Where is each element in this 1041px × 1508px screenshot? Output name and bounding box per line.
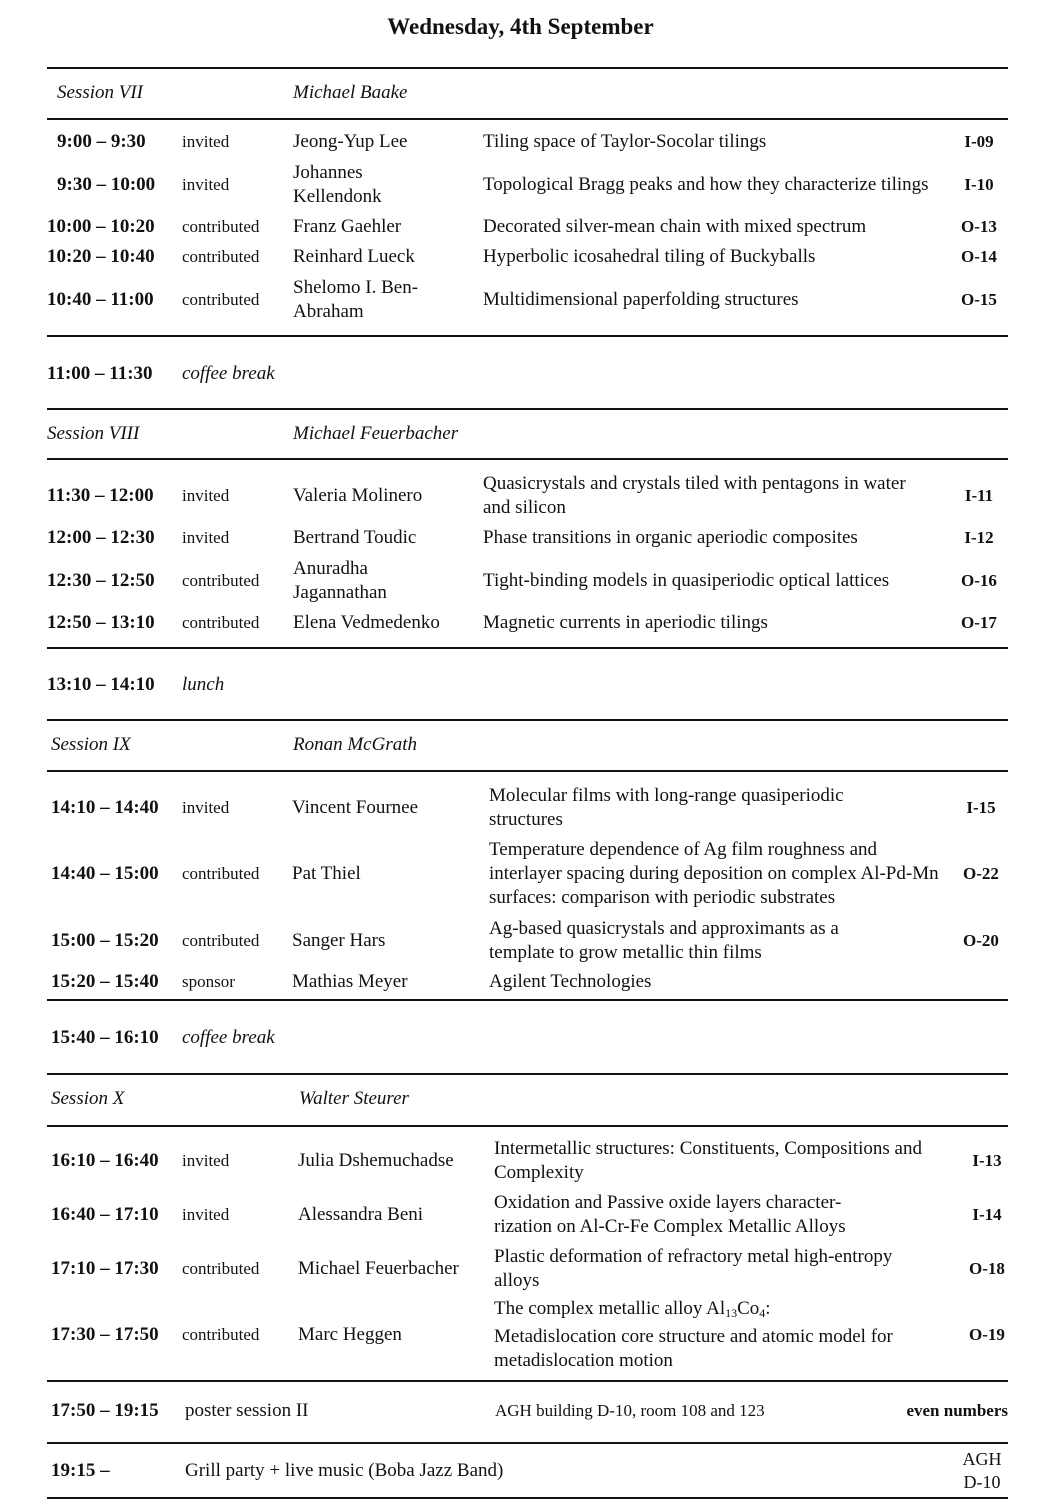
subscript: 4 [759,1306,766,1320]
talk-time: 17:30 – 17:50 [51,1324,159,1345]
talk-title: Agilent Technologies [489,971,652,992]
talk-row [47,783,1008,833]
talk-type: invited [182,1205,230,1224]
talk-code: I-15 [966,798,996,817]
talk-code: O-18 [969,1259,1005,1278]
talk-code: O-20 [963,931,999,950]
break-time: 13:10 – 14:10 [47,674,155,695]
talk-title: Quasicrystals and crystals tiled with pentagons in water and silicon [483,473,906,518]
talk-speaker: Anuradha Jagannathan [293,558,387,603]
talk-row [47,214,1008,240]
talk-code: I-09 [964,132,994,151]
talk-row [47,1190,1008,1240]
talk-time: 16:40 – 17:10 [51,1204,159,1225]
divider [47,1442,1008,1444]
divider [47,999,1008,1001]
talk-speaker: Julia Dshemuchadse [298,1150,454,1171]
talk-time: 9:00 – 9:30 [57,131,146,152]
divider [47,1497,1008,1499]
talk-title: Magnetic currents in aperiodic tilings [483,612,768,633]
talk-speaker: Bertrand Toudic [293,527,417,548]
talk-time: 9:30 – 10:00 [57,174,156,195]
talk-code: O-13 [961,217,997,236]
talk-speaker: Sanger Hars [292,930,386,951]
talk-speaker: Valeria Molinero [293,485,423,506]
session-name: Session VIII [47,423,140,444]
break-time: 11:00 – 11:30 [47,363,153,384]
session-header [47,70,1008,116]
divider [47,335,1008,337]
talk-time: 14:40 – 15:00 [51,863,159,884]
session-header [47,722,1008,768]
talk-row [47,244,1008,270]
poster-row [47,1394,1008,1428]
talk-type: contributed [182,864,260,883]
divider [47,770,1008,772]
talk-speaker: Shelomo I. Ben-Abraham [293,277,419,322]
talk-code: O-16 [961,571,997,590]
session-name: Session VII [57,82,144,103]
talk-row [47,471,1008,521]
grill-location [947,1446,1017,1496]
talk-title: Tiling space of Taylor-Socolar tilings [483,131,767,152]
talk-type: invited [182,528,230,547]
poster-time: 17:50 – 19:15 [51,1400,159,1421]
talk-row [47,128,1008,156]
talk-title: Topological Bragg peaks and how they characterize tilings [483,174,929,195]
talk-code: O-14 [961,247,997,266]
divider [47,118,1008,120]
break-label: coffee break [182,1027,275,1048]
talk-time: 10:40 – 11:00 [47,289,154,310]
talk-speaker: Franz Gaehler [293,216,402,237]
grill-label: Grill party + live music (Boba Jazz Band) [185,1460,504,1481]
talk-type: contributed [182,217,260,236]
session-chair: Walter Steurer [299,1088,409,1109]
talk-title-part: Metadislocation core structure and atomic model for metadislocation motion [494,1326,893,1371]
talk-type: contributed [182,290,260,309]
talk-code: I-13 [972,1151,1002,1170]
talk-row [47,1298,1008,1372]
grill-time: 19:15 – [51,1460,110,1481]
talk-title: Hyperbolic icosahedral tiling of Buckyballs [483,246,816,267]
talk-type: contributed [182,1259,260,1278]
session-header [47,1076,1008,1122]
talk-time: 10:00 – 10:20 [47,216,155,237]
talk-time: 15:00 – 15:20 [51,930,159,951]
talk-row [47,160,1008,210]
session-name: Session IX [51,734,131,755]
talk-title: Plastic deformation of refractory metal high-entropy alloys [494,1246,893,1291]
talk-title: Phase transitions in organic aperiodic composites [483,527,858,548]
talk-title: Ag-based quasicrystals and approximants as a template to grow metallic thin films [489,918,839,963]
talk-row [47,610,1008,636]
talk-code: I-11 [964,486,994,505]
talk-type: contributed [182,931,260,950]
talk-time: 14:10 – 14:40 [51,797,159,818]
talk-type: contributed [182,613,260,632]
subscript: 13 [725,1306,738,1320]
talk-speaker: Michael Feuerbacher [298,1258,459,1279]
talk-title: Temperature dependence of Ag film roughness and interlayer spacing during deposition on complex Al-Pd-Mn surfaces: comparison with periodic substrates [489,839,939,908]
talk-row [47,916,1008,966]
talk-speaker: Alessandra Beni [298,1204,424,1225]
talk-time: 12:50 – 13:10 [47,612,155,633]
poster-label: poster session II [185,1400,309,1421]
talk-title: Decorated silver-mean chain with mixed spectrum [483,216,867,237]
divider [47,1125,1008,1127]
talk-code: O-19 [969,1325,1005,1344]
talk-speaker: Mathias Meyer [292,971,408,992]
talk-speaker: Marc Heggen [298,1324,402,1345]
divider [47,719,1008,721]
talk-time: 16:10 – 16:40 [51,1150,159,1171]
talk-code: I-14 [972,1205,1002,1224]
talk-title: Multidimensional paperfolding structures [483,289,799,310]
talk-time: 10:20 – 10:40 [47,246,155,267]
talk-speaker: Jeong-Yup Lee [293,131,408,152]
talk-time: 15:20 – 15:40 [51,971,159,992]
talk-type: invited [182,486,230,505]
talk-code: I-10 [964,175,994,194]
talk-title: Oxidation and Passive oxide layers character-rization on Al-Cr-Fe Complex Metallic Alloys [494,1192,846,1237]
talk-speaker: Pat Thiel [292,863,361,884]
break-label: coffee break [182,363,275,384]
divider [47,1073,1008,1075]
page-title: Wednesday, 4th September [387,14,654,39]
break-label: lunch [182,674,225,695]
session-name: Session X [51,1088,125,1109]
talk-speaker: Vincent Fournee [292,797,419,818]
talk-type: invited [182,798,230,817]
talk-type: invited [182,1151,230,1170]
break-row [47,355,1008,391]
talk-code: O-17 [961,613,997,632]
talk-time: 17:10 – 17:30 [51,1258,159,1279]
divider [47,458,1008,460]
session-chair: Ronan McGrath [293,734,418,755]
divider [47,1380,1008,1382]
talk-row [47,1136,1008,1186]
talk-speaker: Johannes Kellendonk [293,162,382,207]
talk-type: sponsor [182,972,235,991]
break-row [47,666,1008,702]
session-chair: Michael Feuerbacher [293,423,459,444]
talk-type: contributed [182,571,260,590]
talk-speaker: Reinhard Lueck [293,246,415,267]
talk-type: contributed [182,247,260,266]
talk-code: I-12 [964,528,994,547]
talk-title: Molecular films with long-range quasiperiodic structures [489,785,844,830]
poster-location: AGH building D-10, room 108 and 123 [495,1401,765,1420]
break-row [47,1019,1008,1055]
talk-row [47,275,1008,325]
talk-title: Intermetallic structures: Constituents, Compositions and Complexity [494,1138,922,1183]
grill-row [47,1446,1008,1496]
talk-time: 11:30 – 12:00 [47,485,154,506]
talk-code: O-15 [961,290,997,309]
talk-title-part: The complex metallic alloy Al [494,1298,726,1319]
talk-title-part: Co [737,1298,760,1319]
talk-type: invited [182,175,230,194]
session-header [47,411,1008,457]
talk-type: contributed [182,1325,260,1344]
poster-note: even numbers [906,1401,1008,1420]
talk-row [47,556,1008,606]
talk-row [47,525,1008,551]
talk-row [47,969,1008,995]
divider [47,67,1008,69]
session-chair: Michael Baake [293,82,408,103]
grill-location-line: AGH [962,1449,1002,1469]
talk-row [47,1244,1008,1294]
grill-location-line: D-10 [963,1472,1001,1492]
talk-time: 12:30 – 12:50 [47,570,155,591]
talk-title [494,1298,942,1372]
talk-time: 12:00 – 12:30 [47,527,155,548]
talk-row [47,837,1008,911]
talk-type: invited [182,132,230,151]
talk-code: O-22 [963,864,999,883]
break-time: 15:40 – 16:10 [51,1027,159,1048]
divider [47,647,1008,649]
talk-title: Tight-binding models in quasiperiodic optical lattices [483,570,890,591]
talk-title-part: : [765,1298,771,1319]
divider [47,408,1008,410]
talk-speaker: Elena Vedmedenko [293,612,440,633]
